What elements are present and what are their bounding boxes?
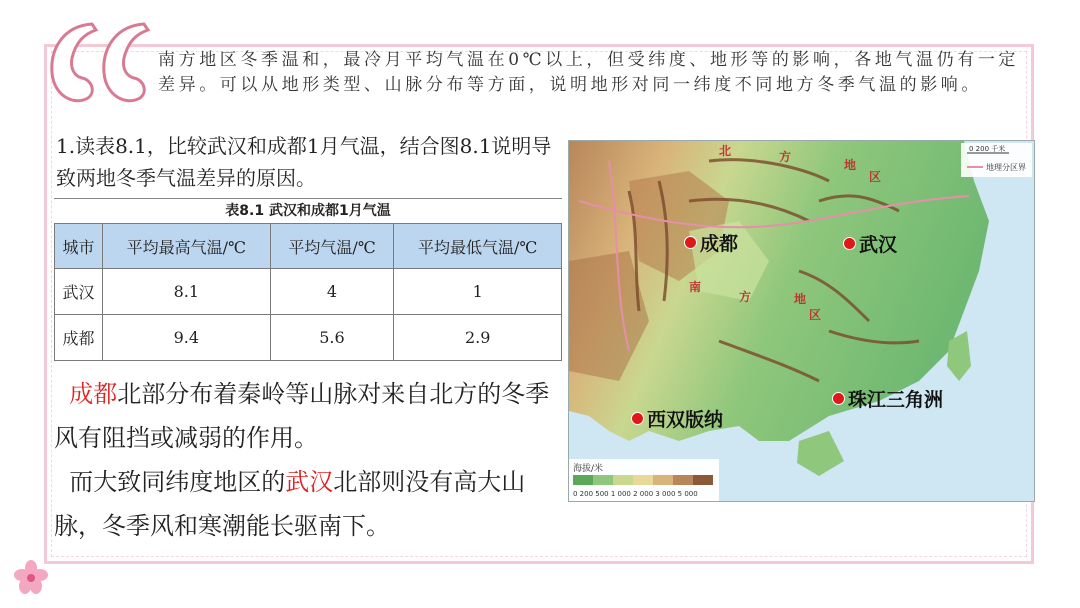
table-row: [55, 269, 562, 315]
table-cell: 5.6: [270, 315, 394, 361]
city-label: 西双版纳: [647, 409, 724, 431]
city-dot-icon: [631, 412, 644, 425]
terrain-map-graphic: [569, 141, 1034, 501]
table-cell: 2.9: [394, 315, 562, 361]
region-label: 方: [779, 150, 792, 164]
table-row: [55, 315, 562, 361]
table-title: 表8.1 武汉和成都1月气温: [54, 198, 562, 223]
table-header-cell: 平均气温/℃: [270, 224, 394, 269]
region-label: 地: [844, 158, 857, 172]
temperature-table: [54, 198, 562, 361]
city-wuhan: [843, 230, 897, 257]
table-header-cell: 平均最低气温/℃: [394, 224, 562, 269]
region-label: 南: [689, 280, 702, 294]
question-text: 1.读表8.1，比较武汉和成都1月气温，结合图8.1说明导致两地冬季气温差异的原因。: [56, 134, 552, 190]
highlight-chengdu: 成都: [69, 380, 118, 408]
region-label: 北: [719, 144, 732, 158]
city-label: 成都: [700, 233, 739, 255]
table-header-row: [55, 224, 562, 269]
intro-text: 南方地区冬季温和，最冷月平均气温在0℃以上，但受纬度、地形等的影响，各地气温仍有一定差异。可以从地形类型、山脉分布等方面，说明地形对同一纬度不同地方冬季气温的影响。: [158, 50, 1020, 95]
region-label: 地: [794, 292, 807, 306]
table-cell: 武汉: [55, 269, 103, 315]
elevation-title: 海拔/米: [573, 464, 604, 474]
answer-paragraph-2: [54, 460, 566, 548]
city-label: 武汉: [859, 234, 898, 256]
answer-text-2a: 而大致同纬度地区的: [69, 468, 286, 496]
answer-text-2b: 北部则没有高大山脉，冬季风和寒潮能长驱南下。: [54, 468, 526, 540]
region-label: 区: [809, 308, 822, 322]
region-label: 区: [869, 170, 882, 184]
table-header-cell: 平均最高气温/℃: [102, 224, 270, 269]
city-dot-icon: [832, 392, 845, 405]
terrain-map: [568, 140, 1035, 502]
city-pearl-river-delta: [832, 385, 943, 412]
flower-icon: [14, 560, 48, 594]
elevation-ticks: 0 200 500 1 000 2 000 3 000 5 000: [573, 490, 698, 498]
table-cell: 4: [270, 269, 394, 315]
answer-text: [54, 372, 566, 548]
table-cell: 8.1: [102, 269, 270, 315]
table-cell: 1: [394, 269, 562, 315]
scale-label: 0 200 千米: [969, 145, 1006, 153]
boundary-legend: 地理分区界: [986, 163, 1026, 172]
region-label: 方: [739, 290, 752, 304]
answer-text-1: 北部分布着秦岭等山脉对来自北方的冬季风有阻挡或减弱的作用。: [54, 380, 550, 452]
quote-mark-icon: [44, 18, 154, 108]
highlight-wuhan: 武汉: [285, 468, 334, 496]
table-cell: 成都: [55, 315, 103, 361]
answer-paragraph-1: [54, 372, 566, 460]
city-chengdu: [684, 229, 738, 256]
city-label: 珠江三角洲: [848, 389, 944, 411]
city-xishuangbanna: [631, 405, 723, 432]
city-dot-icon: [684, 236, 697, 249]
city-dot-icon: [843, 237, 856, 250]
table-cell: 9.4: [102, 315, 270, 361]
table-header-cell: 城市: [55, 224, 103, 269]
